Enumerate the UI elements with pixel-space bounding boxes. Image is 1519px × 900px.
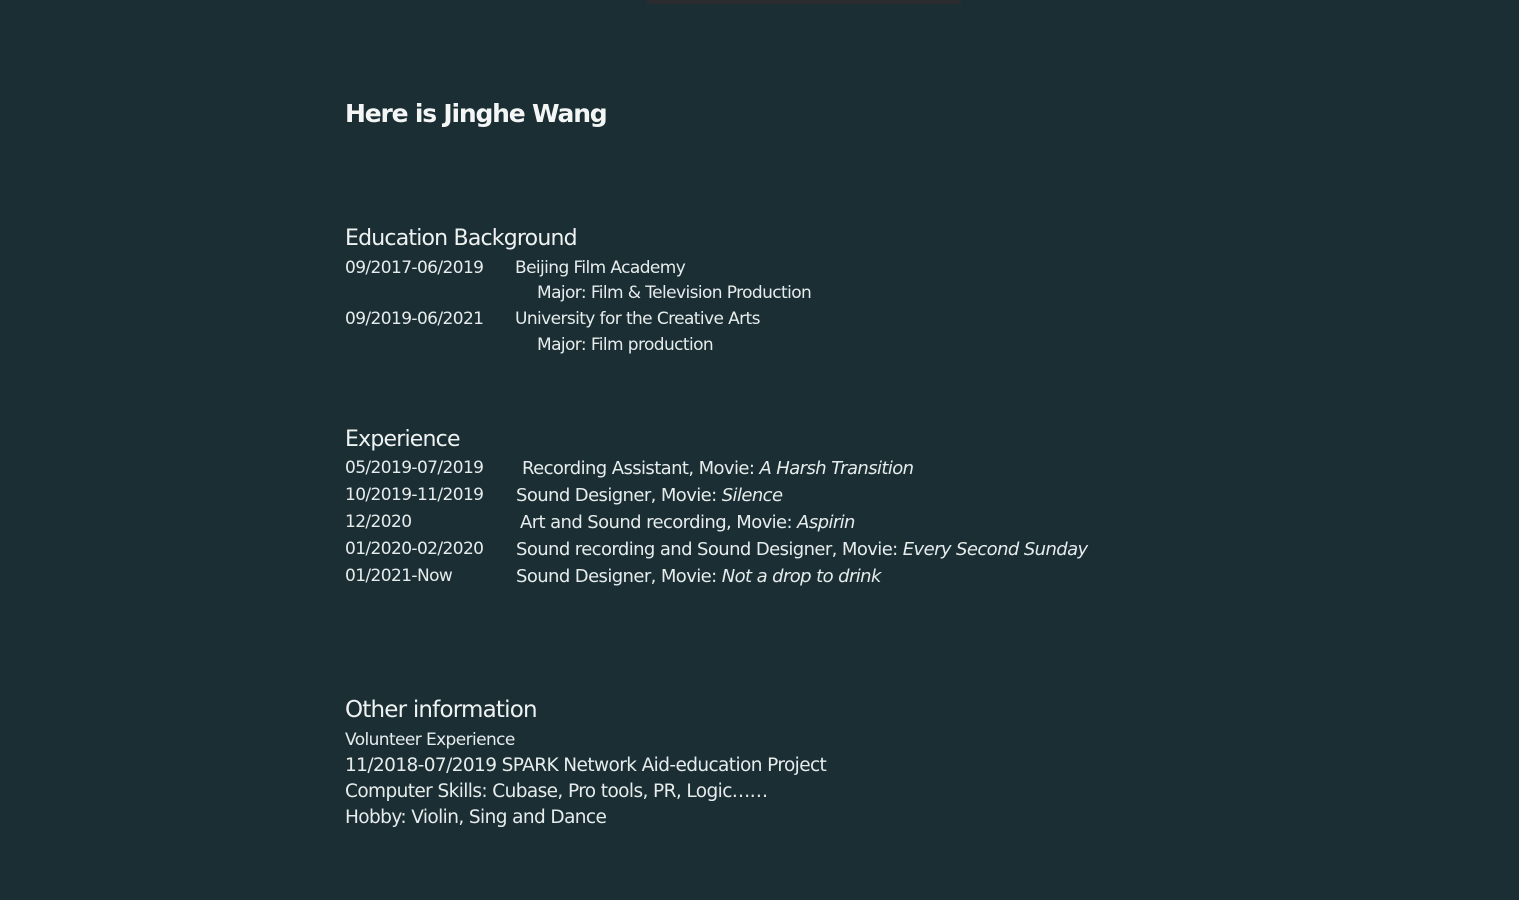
experience-role: Recording Assistant, Movie: xyxy=(522,458,760,479)
experience-dates: 01/2021-Now xyxy=(345,566,453,586)
education-major: Major: Film production xyxy=(537,335,714,355)
education-heading: Education Background xyxy=(345,226,577,251)
computer-skills: Computer Skills: Cubase, Pro tools, PR, Logic…… xyxy=(345,781,768,802)
hobby: Hobby: Violin, Sing and Dance xyxy=(345,807,607,828)
experience-heading: Experience xyxy=(345,427,460,452)
experience-movie: Aspirin xyxy=(797,512,855,533)
education-dates: 09/2019-06/2021 xyxy=(345,309,484,329)
volunteer-entry: 11/2018-07/2019 SPARK Network Aid-education Project xyxy=(345,755,827,776)
other-info-heading: Other information xyxy=(345,697,537,723)
top-bar xyxy=(647,0,961,4)
experience-dates: 05/2019-07/2019 xyxy=(345,458,484,478)
experience-role: Art and Sound recording, Movie: xyxy=(520,512,798,533)
experience-dates: 10/2019-11/2019 xyxy=(345,485,484,505)
volunteer-label: Volunteer Experience xyxy=(345,730,515,750)
page-title: Here is Jinghe Wang xyxy=(345,99,607,128)
education-school: Beijing Film Academy xyxy=(515,258,686,278)
experience-movie: Not a drop to drink xyxy=(721,566,881,587)
experience-role: Sound Designer, Movie: xyxy=(516,485,722,506)
experience-movie: Silence xyxy=(721,485,783,506)
experience-movie: Every Second Sunday xyxy=(902,539,1088,560)
education-dates: 09/2017-06/2019 xyxy=(345,258,484,278)
education-major: Major: Film & Television Production xyxy=(537,283,812,303)
experience-role: Sound recording and Sound Designer, Movie: xyxy=(516,539,903,560)
experience-movie: A Harsh Transition xyxy=(759,458,914,479)
experience-dates: 12/2020 xyxy=(345,512,412,532)
experience-dates: 01/2020-02/2020 xyxy=(345,539,484,559)
education-school: University for the Creative Arts xyxy=(515,309,760,329)
experience-role: Sound Designer, Movie: xyxy=(516,566,722,587)
